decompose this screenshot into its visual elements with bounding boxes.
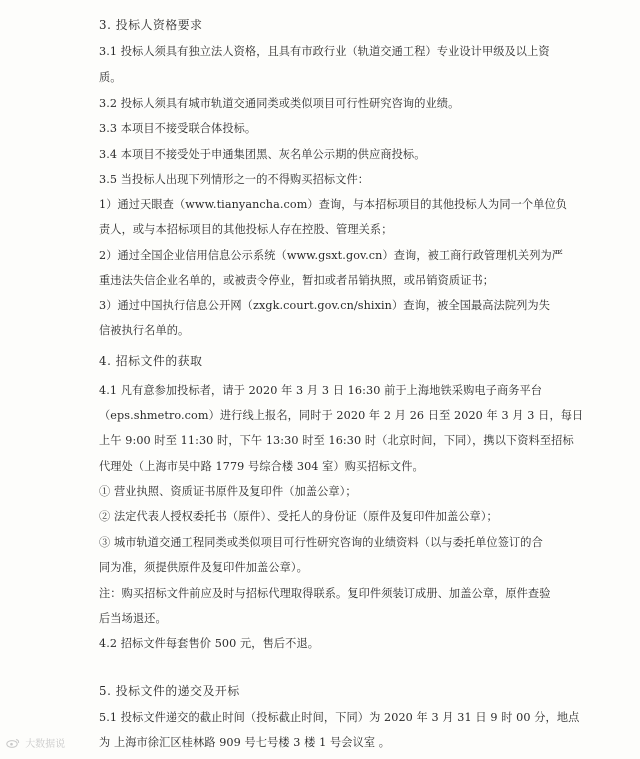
para-4-2: 4.2 招标文件每套售价 500 元，售后不退。 — [99, 637, 320, 650]
item-3-line-2: 信被执行名单的。 — [99, 324, 190, 337]
note-line-2: 后当场退还。 — [99, 612, 167, 625]
condition-3-line-1: ③ 城市轨道交通工程同类或类似项目可行性研究咨询的业绩资料（以与委托单位签订的合 — [99, 536, 543, 549]
para-3-1-line-2: 质。 — [99, 71, 122, 84]
watermark-text: 大数据说 — [25, 739, 66, 750]
para-5-1-line-2: 为 上海市徐汇区桂林路 909 号七号楼 3 楼 1 号会议室 。 — [99, 736, 391, 749]
section-5-heading: 5. 投标文件的递交及开标 — [99, 684, 240, 698]
para-4-1-line-1: 4.1 凡有意参加投标者，请于 2020 年 3 月 3 日 16:30 前于上海地铁采购电子商务平台 — [99, 384, 543, 397]
watermark — [6, 735, 65, 750]
para-5-1-line-1: 5.1 投标文件递交的截止时间（投标截止时间，下同）为 2020 年 3 月 31 日 9 时 00 分，地点 — [99, 711, 580, 724]
item-2-line-2: 重违法失信企业名单的，或被责令停业，暂扣或者吊销执照，或吊销资质证书； — [99, 274, 495, 287]
para-3-1-line-1: 3.1 投标人须具有独立法人资格，且具有市政行业（轨道交通工程）专业设计甲级及以上资 — [99, 45, 550, 58]
para-3-4: 3.4 本项目不接受处于申通集团黑、灰名单公示期的供应商投标。 — [99, 148, 426, 161]
item-1-line-2: 责人，或与本招标项目的其他投标人存在控股、管理关系； — [99, 223, 393, 236]
condition-3-line-2: 同为准，须提供原件及复印件加盖公章）。 — [99, 561, 308, 574]
note-line-1: 注：购买招标文件前应及时与招标代理取得联系。复印件须装订成册、加盖公章，原件查验 — [99, 587, 551, 600]
para-4-1-line-3: 上午 9:00 时至 11:30 时，下午 13:30 时至 16:30 时（北京时间，下同），携以下资料至招标 — [99, 434, 574, 447]
para-3-5: 3.5 当投标人出现下列情形之一的不得购买招标文件： — [99, 173, 370, 186]
condition-1: ① 营业执照、资质证书原件及复印件（加盖公章）； — [99, 485, 357, 498]
weibo-logo-icon — [6, 738, 20, 748]
section-3-heading: 3. 投标人资格要求 — [99, 18, 203, 32]
item-3-line-1: 3）通过中国执行信息公开网（zxgk.court.gov.cn/shixin）查询，被全国最高法院列为失 — [99, 299, 550, 312]
para-3-3: 3.3 本项目不接受联合体投标。 — [99, 122, 257, 135]
para-3-2: 3.2 投标人须具有城市轨道交通同类或类似项目可行性研究咨询的业绩。 — [99, 97, 460, 110]
condition-2: ② 法定代表人授权委托书（原件）、受托人的身份证（原件及复印件加盖公章）； — [99, 510, 498, 523]
section-4-heading: 4. 招标文件的获取 — [99, 354, 203, 368]
para-4-1-line-2: （eps.shmetro.com）进行线上报名，同时于 2020 年 2 月 26 日至 2020 年 3 月 3 日，每日 — [99, 409, 584, 422]
para-4-1-line-4: 代理处（上海市吴中路 1779 号综合楼 304 室）购买招标文件。 — [99, 460, 424, 473]
item-1-line-1: 1）通过天眼查（www.tianyancha.com）查询，与本招标项目的其他投标人为同一个单位负 — [99, 198, 568, 211]
item-2-line-1: 2）通过全国企业信用信息公示系统（www.gsxt.gov.cn）查询，被工商行政管理机关列为严 — [99, 249, 564, 262]
